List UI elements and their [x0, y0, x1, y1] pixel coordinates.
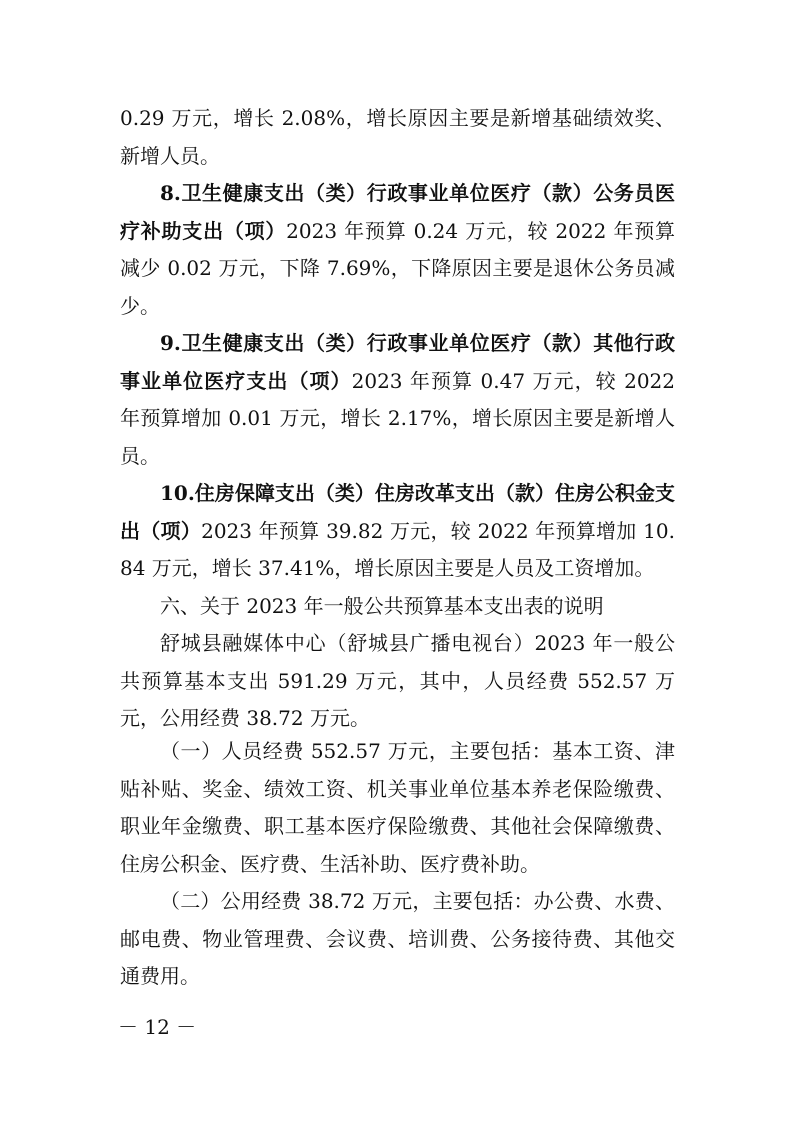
summary-paragraph: 舒城县融媒体中心（舒城县广播电视台）2023 年一般公共预算基本支出 591.29 万元，其中，人员经费 552.57 万元，公用经费 38.72 万元。: [120, 631, 675, 730]
item-9-heading: 9.卫生健康支出（类）行政事业单位医疗（款）其他行政事业单位医疗支出（项）: [120, 331, 675, 393]
item-8-text: 2023 年预算 0.24 万元，较 2022 年预算减少 0.02 万元，下降 7.69%，下降原因主要是退休公务员减少。: [120, 218, 675, 318]
paragraph-text: 0.29 万元，增长 2.08%，增长原因主要是新增基础绩效奖、新增人员。: [120, 106, 675, 168]
item-10-heading: 10.住房保障支出（类）住房改革支出（款）住房公积金支出（项）: [120, 481, 675, 543]
public-expense-paragraph: （二）公用经费 38.72 万元，主要包括：办公费、水费、邮电费、物业管理费、会议费、培训费、公务接待费、其他交通费用。: [120, 889, 675, 988]
paragraph-continuation: [120, 100, 675, 175]
paragraph-item-9: [120, 325, 675, 475]
personnel-expense-paragraph: （一）人员经费 552.57 万元，主要包括：基本工资、津贴补贴、奖金、绩效工资、机关事业单位基本养老保险缴费、职业年金缴费、职工基本医疗保险缴费、其他社会保障缴费、住房公积金、医疗费、生活补助、医疗费补助。: [120, 739, 675, 876]
paragraph-item-10: [120, 475, 675, 588]
paragraph-item-8: [120, 175, 675, 325]
page-number: － 12 －: [118, 1015, 197, 1039]
item-9-text: 2023 年预算 0.47 万元，较 2022 年预算增加 0.01 万元，增长 2.17%，增长原因主要是新增人员。: [120, 368, 675, 468]
item-8-heading: 8.卫生健康支出（类）行政事业单位医疗（款）公务员医疗补助支出（项）: [120, 181, 675, 243]
item-10-text: 2023 年预算 39.82 万元，较 2022 年预算增加 10.84 万元，增长 37.41%，增长原因主要是人员及工资增加。: [120, 518, 675, 580]
section-heading: 六、关于 2023 年一般公共预算基本支出表的说明: [160, 594, 604, 618]
